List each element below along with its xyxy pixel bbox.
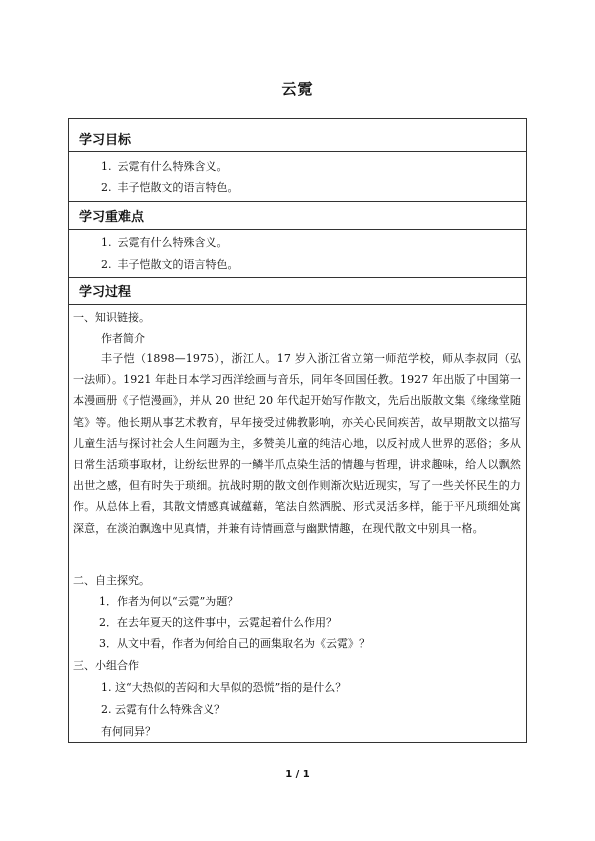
question-item: 1．作者为何以“云霓”为题？ [99,595,239,608]
goal-item: 2. 丰子恺散文的语言特色。 [101,181,239,194]
goals-heading: 学习目标 [79,133,132,148]
author-intro-label: 作者简介 [101,332,145,345]
author-bio-text: 丰子恺（1898—1975），浙江人。17 岁入浙江省立第一师范学校，师从李叔同（弘一法师）。1921 年赴日本学习西洋绘画与音乐，同年冬回国任教。1927 年出版了中国第一本漫画册《子恺漫画》，并从 20 世纪 20 年代起开始写作散文，先后出版散文集《缘缘堂随笔》等。他长期从事艺术教育，早年接受过佛教影响，亦关心民间疾苦，故早期散文以描写儿童生活与探讨社会人生问题为主，多赞美儿童的纯洁心地，以反衬成人世界的恶俗；多从日常生活琐事取材，让纷纭世界的一鳞半爪点染生活的情趣与哲理，讲求趣味，给人以飘然出世之感，但有时失于琐细。抗战时期的散文创作则渐次贴近现实，写了一些关怀民生的力作。从总体上看，其散文情感真诚蕴藉，笔法自然洒脱、形式灵活多样，能于平凡琐细处寓深意，在淡泊飘逸中见真情，并兼有诗情画意与幽默情趣，在现代散文中别具一格。 [73,352,521,535]
goal-item: 1. 云霓有什么特殊含义。 [101,160,228,173]
divider [69,304,526,305]
part-two-label: 二、自主探究。 [73,574,150,587]
author-bio [73,348,521,539]
divider [69,151,526,152]
key-points-heading: 学习重难点 [79,210,145,225]
group-item: 2. 云霓有什么特殊含义？ [101,703,225,716]
document-title: 云霓 [281,80,314,98]
group-item: 1. 这“大热似的苦闷和大旱似的恐慌”指的是什么？ [101,681,347,694]
part-three-label: 三、小组合作 [73,659,139,672]
divider [69,201,526,202]
divider [69,277,526,278]
part-one-label: 一、知识链接。 [73,311,150,324]
page-number: 1 / 1 [285,769,310,780]
process-heading: 学习过程 [79,285,132,300]
trailing-text: 有何同异？ [101,725,156,738]
lesson-table [68,118,527,743]
divider [69,229,526,230]
key-point-item: 1. 云霓有什么特殊含义。 [101,236,228,249]
question-item: 3．从文中看，作者为何给自己的画集取名为《云霓》？ [99,637,370,650]
key-point-item: 2. 丰子恺散文的语言特色。 [101,258,239,271]
question-item: 2．在去年夏天的这件事中，云霓起着什么作用？ [99,616,337,629]
